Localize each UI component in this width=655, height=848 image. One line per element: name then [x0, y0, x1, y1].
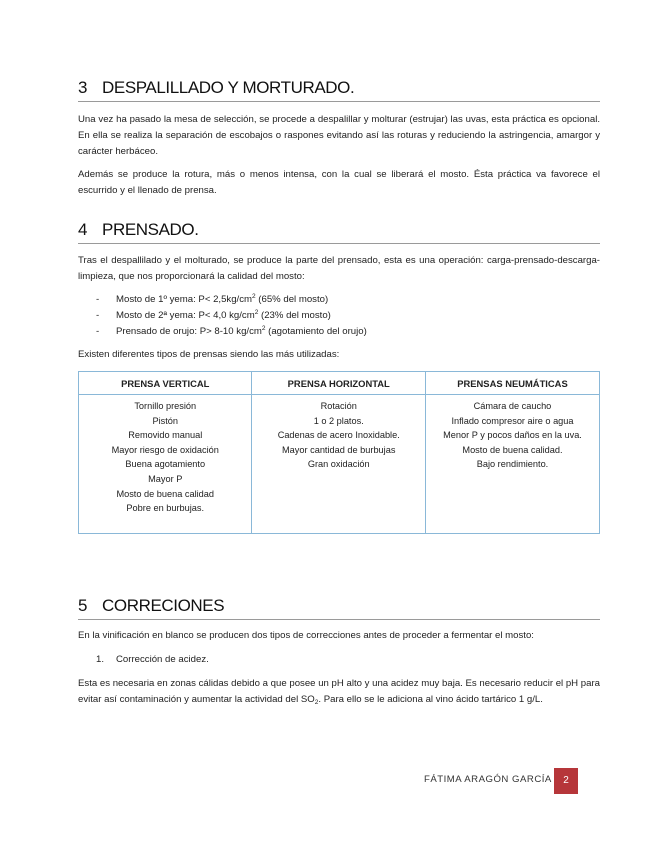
column-header: PRENSAS NEUMÁTICAS [425, 372, 599, 395]
bullet-text: Mosto de 2ª yema: P< 4,0 kg/cm [116, 310, 255, 321]
cell-line: Pistón [152, 415, 179, 426]
bullet-text: Mosto de 1º yema: P< 2,5kg/cm [116, 294, 253, 305]
bullet-tail: (23% del mosto) [258, 310, 331, 321]
section-4-paragraph-1: Tras el despallilado y el molturado, se produce la parte del prensado, esta es una operación: carga-prensado-descarga-limpieza, que nos proporcionará la calidad del mosto: [78, 255, 600, 282]
section-4-paragraph-2: Existen diferentes tipos de prensas siendo las más utilizadas: [78, 349, 340, 360]
section-3-heading [78, 78, 600, 102]
cell-line: Inflado compresor aire o agua [451, 415, 574, 426]
cell-line: Removido manual [128, 430, 203, 441]
numbered-list-item [96, 652, 209, 668]
cell-line: Menor P y pocos daños en la uva. [443, 430, 582, 441]
bullet-text: Prensado de orujo: P> 8-10 kg/cm [116, 326, 262, 337]
horizontal-press-cell [252, 395, 425, 534]
vertical-press-cell [79, 395, 252, 534]
cell-line: Gran oxidación [307, 459, 370, 470]
section-5-paragraph-2 [78, 676, 600, 708]
cell-line: Mayor riesgo de oxidación [111, 444, 219, 455]
pressure-bullet-list [96, 292, 596, 340]
section-number: 5 [78, 596, 88, 615]
table-row [79, 395, 600, 534]
page-number-badge: 2 [554, 768, 578, 794]
bullet-tail: (65% del mosto) [255, 294, 329, 305]
press-types-table [78, 371, 600, 534]
cell-line: Tornillo presión [134, 401, 197, 411]
list-text: Corrección de acidez. [116, 654, 209, 665]
superscript: 2 [254, 309, 259, 316]
section-3-paragraph-2: Además se produce la rotura, más o menos intensa, con la cual se liberará el mosto. Ésta práctica va favorece el escurrido y el llenado de prensa. [78, 169, 600, 196]
cell-line: Mosto de buena calidad [116, 488, 215, 499]
bullet-dash: - [96, 326, 100, 337]
superscript: 2 [252, 293, 256, 300]
section-5-paragraph-1: En la vinificación en blanco se producen dos tipos de correcciones antes de proceder a fermentar el mosto: [78, 630, 534, 641]
column-header: PRENSA VERTICAL [79, 372, 252, 395]
column-header: PRENSA HORIZONTAL [252, 372, 425, 395]
bullet-dash: - [96, 310, 100, 321]
section-3-paragraph-1: Una vez ha pasado la mesa de selección, se procede a despalillar y molturar (estrujar) las uvas, esta práctica es opcional. En ella se realiza la separación de escobajos o raspones evitando así las roturas y reduciendo la astringencia, amargor y carácter herbáceo. [78, 114, 600, 157]
section-number: 4 [78, 220, 88, 239]
superscript: 2 [261, 325, 266, 332]
cell-line: Mayor cantidad de burbujas [282, 444, 396, 455]
cell-line: 1 o 2 platos. [313, 415, 364, 426]
table-header-row [79, 372, 600, 395]
paragraph-text: . Para ello se le adiciona al vino ácido tartárico 1 g/L. [318, 694, 543, 705]
cell-line: Cámara de caucho [473, 401, 552, 411]
cell-line: Buena agotamiento [125, 459, 206, 470]
bullet-tail: (agotamiento del orujo) [265, 326, 367, 337]
cell-line: Mayor P [148, 473, 183, 484]
section-4-heading [78, 220, 600, 244]
pneumatic-press-cell [425, 395, 599, 534]
subscript: 2 [314, 699, 319, 706]
cell-line: Pobre en burbujas. [126, 503, 205, 514]
bullet-item [96, 324, 596, 340]
section-title: DESPALILLADO Y MORTURADO. [102, 78, 355, 97]
paragraph-text: Esta es necesaria en zonas cálidas debido a que posee un pH alto y una acidez muy baja. Es necesario reducir el pH para evitar así contaminación y aumentar la actividad del SO [78, 678, 600, 705]
section-5-heading [78, 596, 600, 620]
list-marker: 1. [96, 654, 105, 665]
cell-line: Mosto de buena calidad. [462, 444, 563, 455]
footer-author: FÁTIMA ARAGÓN GARCÍA [424, 774, 552, 785]
section-title: CORRECIONES [102, 596, 225, 615]
cell-line: Cadenas de acero Inoxidable. [277, 430, 400, 441]
section-title: PRENSADO. [102, 220, 199, 239]
section-number: 3 [78, 78, 88, 97]
cell-line: Bajo rendimiento. [476, 459, 549, 470]
bullet-dash: - [96, 294, 100, 305]
cell-line: Rotación [320, 401, 357, 411]
bullet-item [96, 292, 596, 308]
bullet-item [96, 308, 596, 324]
